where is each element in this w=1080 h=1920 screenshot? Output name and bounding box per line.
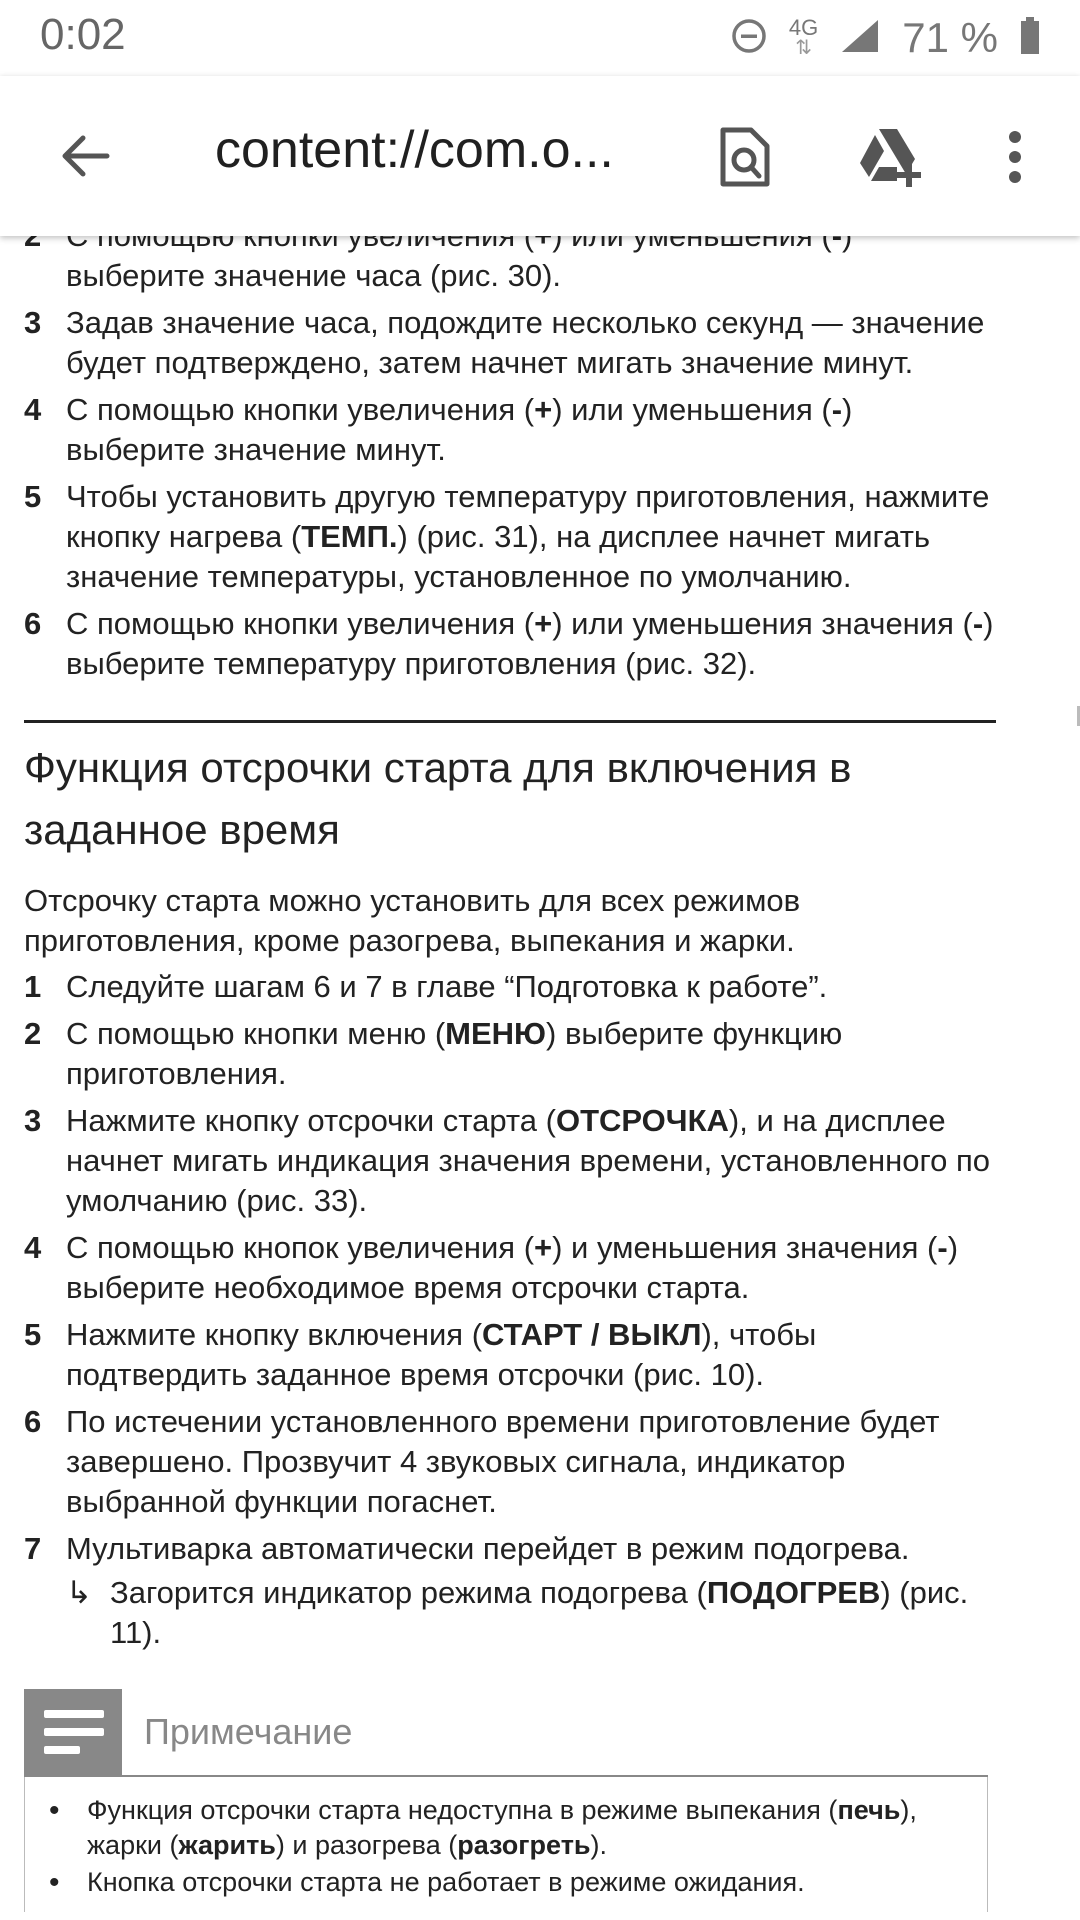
bold-term: разогреть (457, 1830, 591, 1860)
text-run: Функция отсрочки старта недоступна в режиме выпекания ( (87, 1795, 838, 1825)
step-number: 5 (24, 1317, 42, 1352)
step-item (0, 604, 1000, 684)
network-type-label: 4G (788, 15, 819, 40)
more-options-button[interactable] (990, 112, 1040, 202)
step-text (66, 1016, 842, 1091)
document-title: content://com.o... (215, 121, 614, 179)
step-item (0, 1402, 1000, 1522)
text-run: С помощью кнопки меню ( (66, 1016, 446, 1051)
status-icons (731, 8, 1040, 68)
data-arrows-icon: ⇅ (795, 37, 812, 59)
text-run: Загорится индикатор режима подогрева ( (110, 1575, 707, 1610)
text-run: ) или уменьшения ( (552, 392, 832, 427)
status-time: 0:02 (40, 10, 126, 59)
note-header (24, 1689, 988, 1777)
back-arrow-icon (59, 134, 111, 178)
bold-term: ПОДОГРЕВ (706, 1575, 881, 1610)
step-text (66, 1404, 940, 1519)
step-text (66, 1531, 909, 1566)
text-run: ) и уменьшения значения ( (552, 1230, 938, 1265)
add-to-drive-button[interactable] (845, 112, 935, 202)
step-item (0, 1529, 1000, 1653)
text-run: Мультиварка автоматически перейдет в режим подогрева. (66, 1531, 910, 1566)
bold-term: ТЕМП. (301, 519, 398, 554)
note-bullet (49, 1865, 967, 1900)
step-number: 2 (24, 1016, 42, 1051)
step-number: 1 (24, 969, 42, 1004)
bold-term: МЕНЮ (445, 1016, 547, 1051)
text-run: Нажмите кнопку отсрочки старта ( (66, 1103, 556, 1138)
section-divider (24, 720, 996, 723)
document-page (0, 216, 1000, 1912)
step-item (0, 1101, 1000, 1221)
note-bullet (49, 1793, 967, 1863)
step-text (66, 305, 984, 380)
steps-list-top (0, 216, 1000, 684)
text-run: С помощью кнопок увеличения ( (66, 1230, 535, 1265)
step-result (66, 1573, 1000, 1653)
step-text (66, 479, 989, 594)
note-body (24, 1777, 988, 1912)
bold-term: - (831, 392, 843, 427)
step-item (0, 390, 1000, 470)
app-bar (0, 76, 1080, 236)
text-run: С помощью кнопки увеличения ( (66, 606, 535, 641)
text-run: ) (рис. 11). (110, 1575, 969, 1650)
bold-term: - (972, 606, 984, 641)
bold-term: + (534, 606, 553, 641)
drive-add-icon (857, 127, 923, 187)
step-text (66, 1230, 958, 1305)
text-run: ) выберите функцию приготовления. (66, 1016, 843, 1091)
document-search-icon (719, 126, 771, 188)
step-number: 3 (24, 1103, 42, 1138)
text-run: ) выберите температуру приготовления (рис. 32). (66, 606, 994, 681)
bold-term: ОТСРОЧКА (555, 1103, 729, 1138)
network-type-icon (788, 15, 819, 59)
text-run: ) или уменьшения значения ( (552, 606, 973, 641)
bullet-dot-icon: • (49, 1794, 60, 1827)
text-run: ) выберите значение минут. (66, 392, 853, 467)
step-number: 6 (24, 1404, 42, 1439)
text-run: Следуйте шагам 6 и 7 в главе “Подготовка к работе”. (66, 969, 828, 1004)
text-run: выберите значение часа (рис. 30). (66, 258, 562, 293)
bold-term: печь (837, 1795, 901, 1825)
text-run: ) выберите необходимое время отсрочки старта. (66, 1230, 959, 1305)
text-run: ), и на дисплее начнет мигать индикация значения времени, установленного по умолчанию (рис. 33). (66, 1103, 991, 1218)
document-viewer[interactable] (0, 236, 1080, 1920)
step-number: 5 (24, 479, 42, 514)
text-run: ) (рис. 31), на дисплее начнет мигать значение температуры, установленное по умолчанию. (66, 519, 931, 594)
text-run: ) и разогрева ( (275, 1830, 458, 1860)
bold-term: жарить (178, 1830, 276, 1860)
note-title: Примечание (144, 1711, 353, 1752)
step-text (66, 606, 994, 681)
battery-percent: 71 % (902, 14, 998, 61)
search-document-button[interactable] (700, 112, 790, 202)
step-item (0, 1315, 1000, 1395)
bold-term: + (534, 392, 553, 427)
text-run: Нажмите кнопку включения ( (66, 1317, 483, 1352)
text-run: С помощью кнопки увеличения ( (66, 392, 535, 427)
text-run: По истечении установленного времени приготовление будет завершено. Прозвучит 4 звуковых сигнала, индикатор выбранной функции погаснет. (66, 1404, 940, 1519)
result-arrow-icon: ↳ (66, 1575, 92, 1610)
status-bar (0, 0, 1080, 76)
note-icon (24, 1689, 122, 1775)
step-item (0, 303, 1000, 383)
step-item (0, 1228, 1000, 1308)
more-vert-icon (1007, 129, 1023, 185)
bold-term: - (937, 1230, 948, 1265)
bold-term: + (534, 1230, 553, 1265)
step-item (0, 477, 1000, 597)
step-number: 6 (24, 606, 42, 641)
text-run: ), жарки ( (87, 1795, 917, 1860)
step-text (66, 969, 827, 1004)
bullet-dot-icon: • (49, 1866, 60, 1899)
text-run: Чтобы установить другую температуру приготовления, нажмите кнопку нагрева ( (66, 479, 990, 554)
text-run: ). (590, 1830, 608, 1860)
step-item (0, 1014, 1000, 1094)
text-run: ), чтобы подтвердить заданное время отсрочки (рис. 10). (66, 1317, 817, 1392)
step-text (66, 392, 852, 467)
step-item (0, 967, 1000, 1007)
step-number: 4 (24, 1230, 42, 1265)
steps-list-section (0, 967, 1000, 1653)
back-button[interactable] (40, 116, 130, 196)
note-box (24, 1689, 988, 1912)
step-text (66, 1103, 990, 1218)
battery-icon (1020, 17, 1040, 60)
section-title: Функция отсрочки старта для включения в заданное время (24, 744, 852, 853)
section-intro: Отсрочку старта можно установить для всех режимов приготовления, кроме разогрева, выпекания и жарки. (24, 883, 801, 958)
step-number: 7 (24, 1531, 42, 1566)
text-run: Кнопка отсрочки старта не работает в режиме ожидания. (87, 1867, 805, 1897)
signal-icon (840, 18, 880, 59)
step-number: 3 (24, 305, 42, 340)
text-run: Задав значение часа, подождите несколько секунд — значение будет подтверждено, затем начнет мигать значение минут. (66, 305, 985, 380)
step-text (66, 1317, 816, 1392)
do-not-disturb-icon (731, 18, 767, 59)
step-number: 4 (24, 392, 42, 427)
bold-term: СТАРТ / ВЫКЛ (482, 1317, 702, 1352)
